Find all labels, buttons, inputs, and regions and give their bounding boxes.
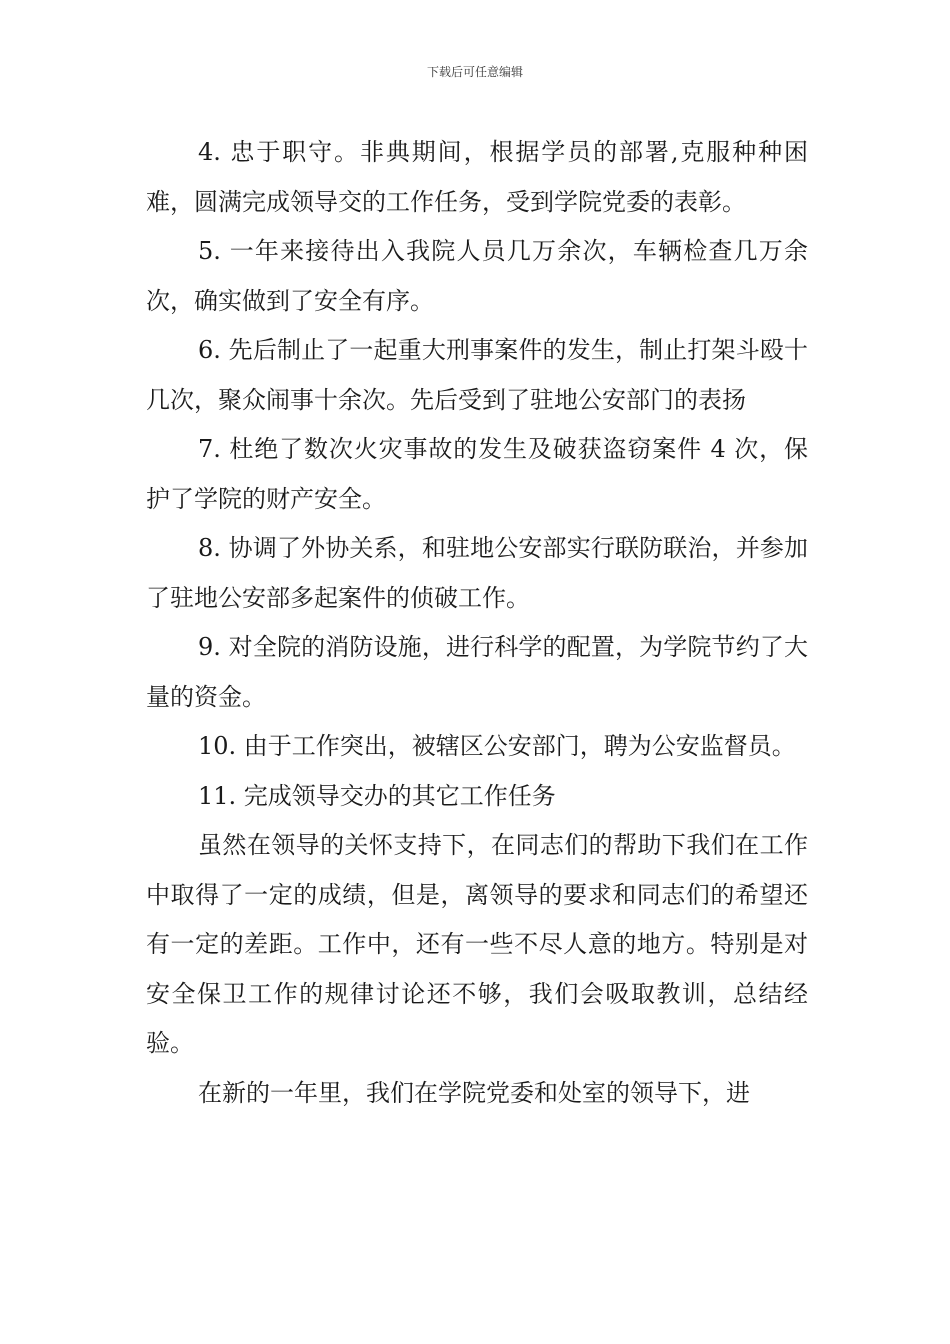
paragraph-summary: 虽然在领导的关怀支持下，在同志们的帮助下我们在工作中取得了一定的成绩，但是，离领导的要求和同志们的希望还有一定的差距。工作中，还有一些不尽人意的地方。特别是对安全保卫工作的规律讨论还不够，我们会吸取教训，总结经验。: [146, 831, 808, 1057]
paragraph-item-6: 6. 先后制止了一起重大刑事案件的发生，制止打架斗殴十几次，聚众闹事十余次。先后受到了驻地公安部门的表扬: [146, 336, 808, 414]
document-body: [146, 128, 808, 1118]
paragraph-item-4: 4. 忠于职守。非典期间，根据学员的部署,克服种种困难，圆满完成领导交的工作任务，受到学院党委的表彰。: [146, 138, 808, 216]
paragraph-item-8: 8. 协调了外协关系，和驻地公安部实行联防联治，并参加了驻地公安部多起案件的侦破工作。: [146, 534, 808, 612]
page-header: 下载后可任意编辑: [426, 65, 523, 79]
paragraph-item-9: 9. 对全院的消防设施，进行科学的配置，为学院节约了大量的资金。: [146, 633, 808, 711]
paragraph-outlook: 在新的一年里，我们在学院党委和处室的领导下，进: [198, 1078, 750, 1107]
paragraph-item-10: 10. 由于工作突出，被辖区公安部门，聘为公安监督员。: [198, 732, 796, 760]
paragraph-item-11: 11. 完成领导交办的其它工作任务: [198, 781, 556, 810]
paragraph-item-7: 7. 杜绝了数次火灾事故的发生及破获盗窃案件 4 次，保护了学院的财产安全。: [146, 435, 808, 513]
paragraph-item-5: 5. 一年来接待出入我院人员几万余次，车辆检查几万余次，确实做到了安全有序。: [146, 237, 808, 315]
